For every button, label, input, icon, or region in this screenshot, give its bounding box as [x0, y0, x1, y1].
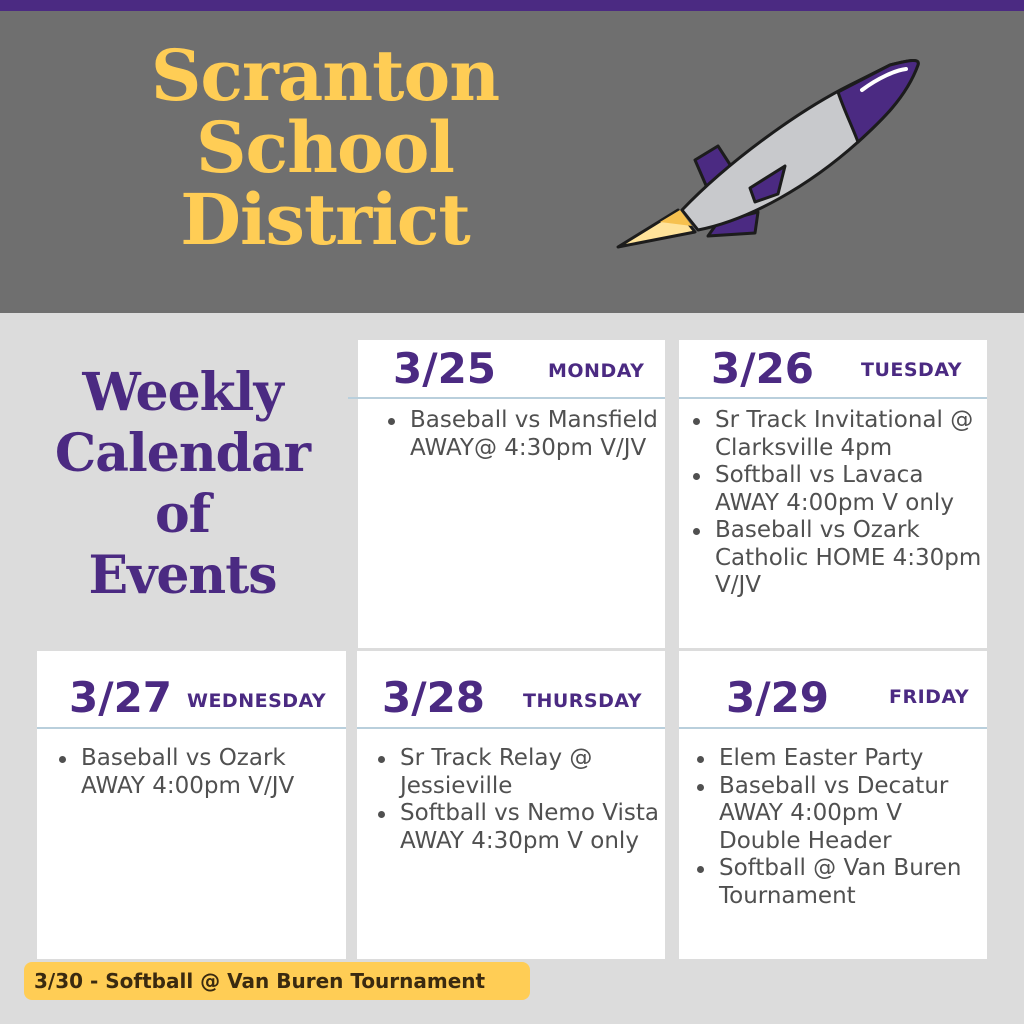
day-card-thursday	[357, 651, 665, 959]
event-list	[386, 407, 658, 462]
weekly-title-line: Calendar	[54, 423, 311, 484]
card-date: 3/25	[393, 344, 497, 393]
list-item: Sr Track Invitational @ Clarksville 4pm	[691, 407, 983, 462]
district-title-line: School	[195, 106, 455, 189]
card-day-name: FRIDAY	[889, 686, 970, 708]
event-list	[695, 745, 985, 910]
day-card-monday	[358, 340, 665, 648]
list-item: Baseball vs Decatur AWAY 4:00pm V Double Header	[695, 773, 985, 856]
list-item: Baseball vs Ozark Catholic HOME 4:30pm V/JV	[691, 517, 983, 600]
list-item: Baseball vs Mansfield AWAY@ 4:30pm V/JV	[386, 407, 658, 462]
rocket-icon	[600, 40, 940, 270]
event-list	[57, 745, 342, 800]
card-date: 3/28	[382, 673, 486, 722]
card-date: 3/26	[711, 344, 815, 393]
day-card-wednesday	[37, 651, 346, 959]
list-item: Softball vs Lavaca AWAY 4:00pm V only	[691, 462, 983, 517]
district-title-line: Scranton	[150, 34, 500, 117]
card-day-name: TUESDAY	[861, 359, 962, 381]
card-divider	[348, 397, 665, 399]
district-title-line: District	[180, 178, 470, 261]
weekly-title-line: of	[154, 484, 211, 545]
card-divider	[37, 727, 346, 729]
day-card-friday	[679, 651, 987, 959]
list-item: Sr Track Relay @ Jessieville	[376, 745, 661, 800]
day-card-tuesday	[679, 340, 987, 648]
list-item: Baseball vs Ozark AWAY 4:00pm V/JV	[57, 745, 342, 800]
card-divider	[357, 727, 665, 729]
footer-note-badge: 3/30 - Softball @ Van Buren Tournament	[24, 962, 530, 1000]
weekly-title-line: Events	[88, 545, 277, 606]
card-day-name: WEDNESDAY	[187, 690, 327, 712]
header-stripe	[0, 0, 1024, 11]
event-list	[691, 407, 983, 600]
weekly-calendar-title	[40, 362, 325, 606]
card-divider	[679, 727, 987, 729]
district-title	[110, 34, 540, 261]
event-list	[376, 745, 661, 855]
card-date: 3/29	[726, 673, 830, 722]
list-item: Elem Easter Party	[695, 745, 985, 773]
card-date: 3/27	[69, 673, 173, 722]
card-day-name: MONDAY	[548, 360, 645, 382]
card-divider	[679, 397, 987, 399]
weekly-title-line: Weekly	[82, 362, 283, 423]
list-item: Softball @ Van Buren Tournament	[695, 855, 985, 910]
header-banner	[0, 0, 1024, 313]
card-day-name: THURSDAY	[523, 690, 643, 712]
list-item: Softball vs Nemo Vista AWAY 4:30pm V only	[376, 800, 661, 855]
